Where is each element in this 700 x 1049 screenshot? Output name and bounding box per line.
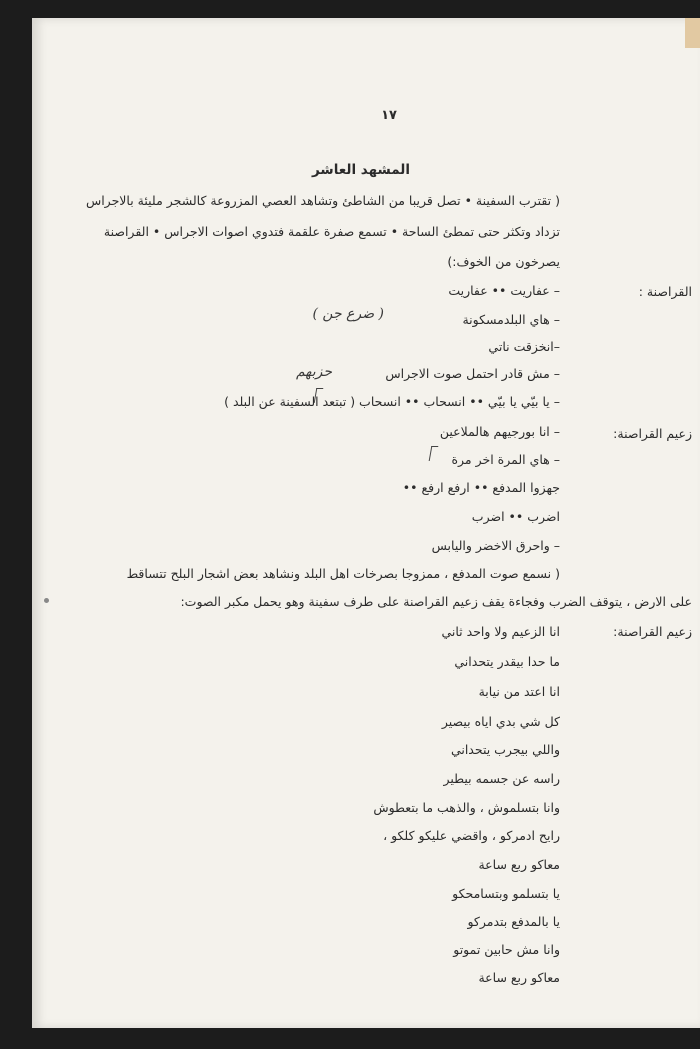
handwritten-note: ( ضرع جن ) (312, 306, 384, 322)
dialogue-line: –انخزقت ناتي (488, 339, 560, 354)
speaker-label: زعيم القراصنة: (613, 624, 692, 639)
ink-dot (44, 598, 49, 603)
dialogue-line: اضرب •• اضرب (471, 509, 560, 524)
dialogue-line: يا بالمدفع بتدمركو (467, 914, 560, 929)
dialogue-line: – مش قادر احتمل صوت الاجراس (385, 366, 560, 381)
dialogue-line: – يا بيّي يا بيّي •• انسحاب •• انسحاب ( تبتعد السفينة عن البلد ) (224, 394, 560, 409)
dialogue-line: وانا بتسلموش ، والذهب ما بتعطوش (373, 800, 560, 815)
speaker-label: زعيم القراصنة: (613, 426, 692, 441)
stage-direction-line: على الارض ، يتوقف الضرب وفجاءة يقف زعيم القراصنة على طرف سفينة وهو يحمل مكبر الصوت: (180, 594, 692, 609)
stage-direction-line: ( تقترب السفينة • تصل قريبا من الشاطئ وتشاهد العصي المزروعة كالشجر مليئة بالاجراس (85, 193, 560, 208)
handwritten-note: حزبهم (295, 364, 332, 380)
dialogue-line: – هاي البلدمسكونة (462, 312, 560, 327)
stage-direction-line: ( نسمع صوت المدفع ، ممزوجا بصرخات اهل البلد ونشاهد بعض اشجار البلح تتساقط (126, 566, 560, 581)
dialogue-line: – انا بورجيهم هالملاعين (439, 424, 560, 439)
dialogue-line: راسه عن جسمه بيطير (443, 771, 560, 786)
speaker-label: القراصنة : (638, 284, 692, 299)
dialogue-line: واللي بيجرب يتحداني (450, 742, 560, 757)
stage-direction-line: تزداد وتكثر حتى تمطئ الساحة • تسمع صفرة علقمة فتدوي اصوات الاجراس • القراصنة (103, 224, 560, 239)
dialogue-line: يا بتسلمو وبتسامحكو (452, 886, 560, 901)
dialogue-line: – واحرق الاخضر واليابس (431, 538, 560, 553)
dialogue-line: ما حدا بيقدر يتحداني (454, 654, 560, 669)
dialogue-line: وانا مش حابين تموتو (453, 942, 560, 957)
dialogue-line: انا الزعيم ولا واحد ثاني (441, 624, 560, 639)
dialogue-line: رايح ادمركو ، واقضي عليكو كلكو ، (383, 828, 560, 843)
dialogue-line: – عفاريت •• عفاريت (448, 283, 560, 298)
scene-title: المشهد العاشر (312, 162, 410, 178)
dialogue-line: معاكو ربع ساعة (478, 857, 560, 872)
dialogue-line: معاكو ربع ساعة (478, 970, 560, 985)
page-edge (685, 18, 700, 48)
stage-direction-line: يصرخون من الخوف:) (447, 254, 560, 269)
dialogue-line: انا اعتد من نيابة (478, 684, 560, 699)
page-number: ١٧ (381, 108, 397, 123)
dialogue-line: جهزوا المدفع •• ارفع ارفع •• (402, 480, 560, 495)
dialogue-line: – هاي المرة اخر مرة (451, 452, 560, 467)
dialogue-line: كل شي بدي اياه بيصير (441, 714, 560, 729)
